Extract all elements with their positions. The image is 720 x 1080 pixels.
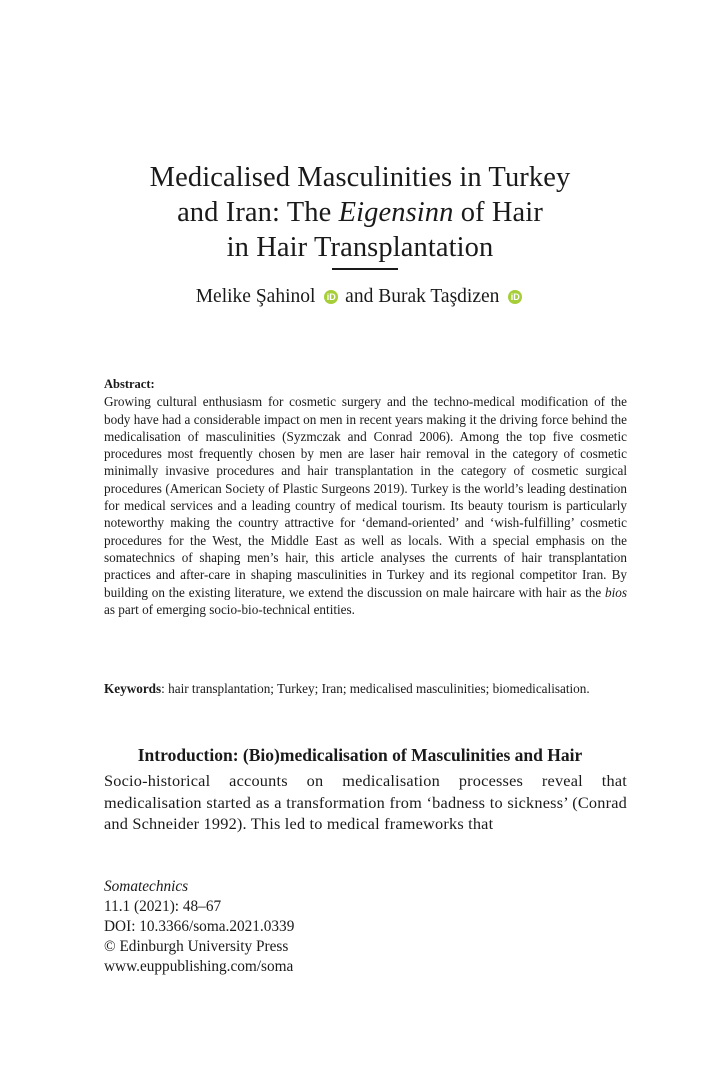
intro-paragraph: Socio-historical accounts on medicalisation processes reveal that medicalisation started as a transformation from ‘badness to sickness’ (Conrad and Schneider 1992). This led to medical frameworks that <box>104 771 627 833</box>
title-line-2-end: of Hair <box>453 197 543 228</box>
title-line-2 <box>60 195 660 230</box>
title-divider <box>332 268 398 270</box>
abstract-block <box>104 376 627 618</box>
journal-issue: 11.1 (2021): 48–67 <box>104 898 222 915</box>
abstract-text-end: as part of emerging socio-bio-technical entities. <box>104 601 355 617</box>
abstract-text-main: Growing cultural enthusiasm for cosmetic surgery and the techno-medical modification of the body have had a considerable impact on men in recent years making it the driving force behind the medicalisation of masculinities (Syzmczak and Conrad 2006). Among the top five cosmetic procedures most frequently chosen by men are laser hair removal in the category of cosmetic minimally invasive procedures and hair transplantation in the category of cosmetic surgical procedures (American Society of Plastic Surgeons 2019). Turkey is the world’s leading destination for medical services and a leading country of medical tourism. Its beauty tourism is particularly noteworthy making the country attractive for ‘demand-oriented’ and ‘wish-fulfilling’ cosmetic procedures for the West, the Middle East as well as locals. With a special emphasis on the somatechnics of shaping men’s hair, this article analyses the currents of hair transplantation practices and after-care in shaping masculinities in Turkey and its regional competitor Iran. By building on the existing literature, we extend the discussion on male haircare with hair as the <box>104 394 627 600</box>
title-line-3: in Hair Transplantation <box>226 232 494 263</box>
title-line-1: Medicalised Masculinities in Turkey <box>149 162 571 193</box>
author-1-name: Melike Şahinol <box>195 286 316 307</box>
journal-footer <box>104 877 504 977</box>
publisher-url[interactable]: www.euppublishing.com/soma <box>104 958 294 975</box>
journal-name: Somatechnics <box>104 878 189 895</box>
orcid-icon[interactable]: iD <box>508 290 522 304</box>
author-2-name: Burak Taşdizen <box>378 286 500 307</box>
abstract-label: Abstract: <box>104 377 155 391</box>
copyright-line: © Edinburgh University Press <box>104 938 289 955</box>
citation-line <box>104 877 504 917</box>
abstract-text <box>104 393 627 618</box>
keywords-label: Keywords <box>104 681 162 696</box>
title-italic-word: Eigensinn <box>338 197 454 228</box>
author-line <box>60 284 660 310</box>
doi-line: DOI: 10.3366/soma.2021.0339 <box>104 918 295 935</box>
keywords-block <box>104 680 627 697</box>
abstract-italic-term: bios <box>605 584 627 600</box>
orcid-icon[interactable]: iD <box>324 290 338 304</box>
author-conjunction: and <box>345 286 374 307</box>
section-heading: Introduction: (Bio)medicalisation of Masculinities and Hair <box>137 745 583 765</box>
title-line-2-start: and Iran: The <box>177 197 339 228</box>
keywords-list: : hair transplantation; Turkey; Iran; medicalised masculinities; biomedicalisation. <box>161 681 590 696</box>
article-title <box>60 160 660 265</box>
